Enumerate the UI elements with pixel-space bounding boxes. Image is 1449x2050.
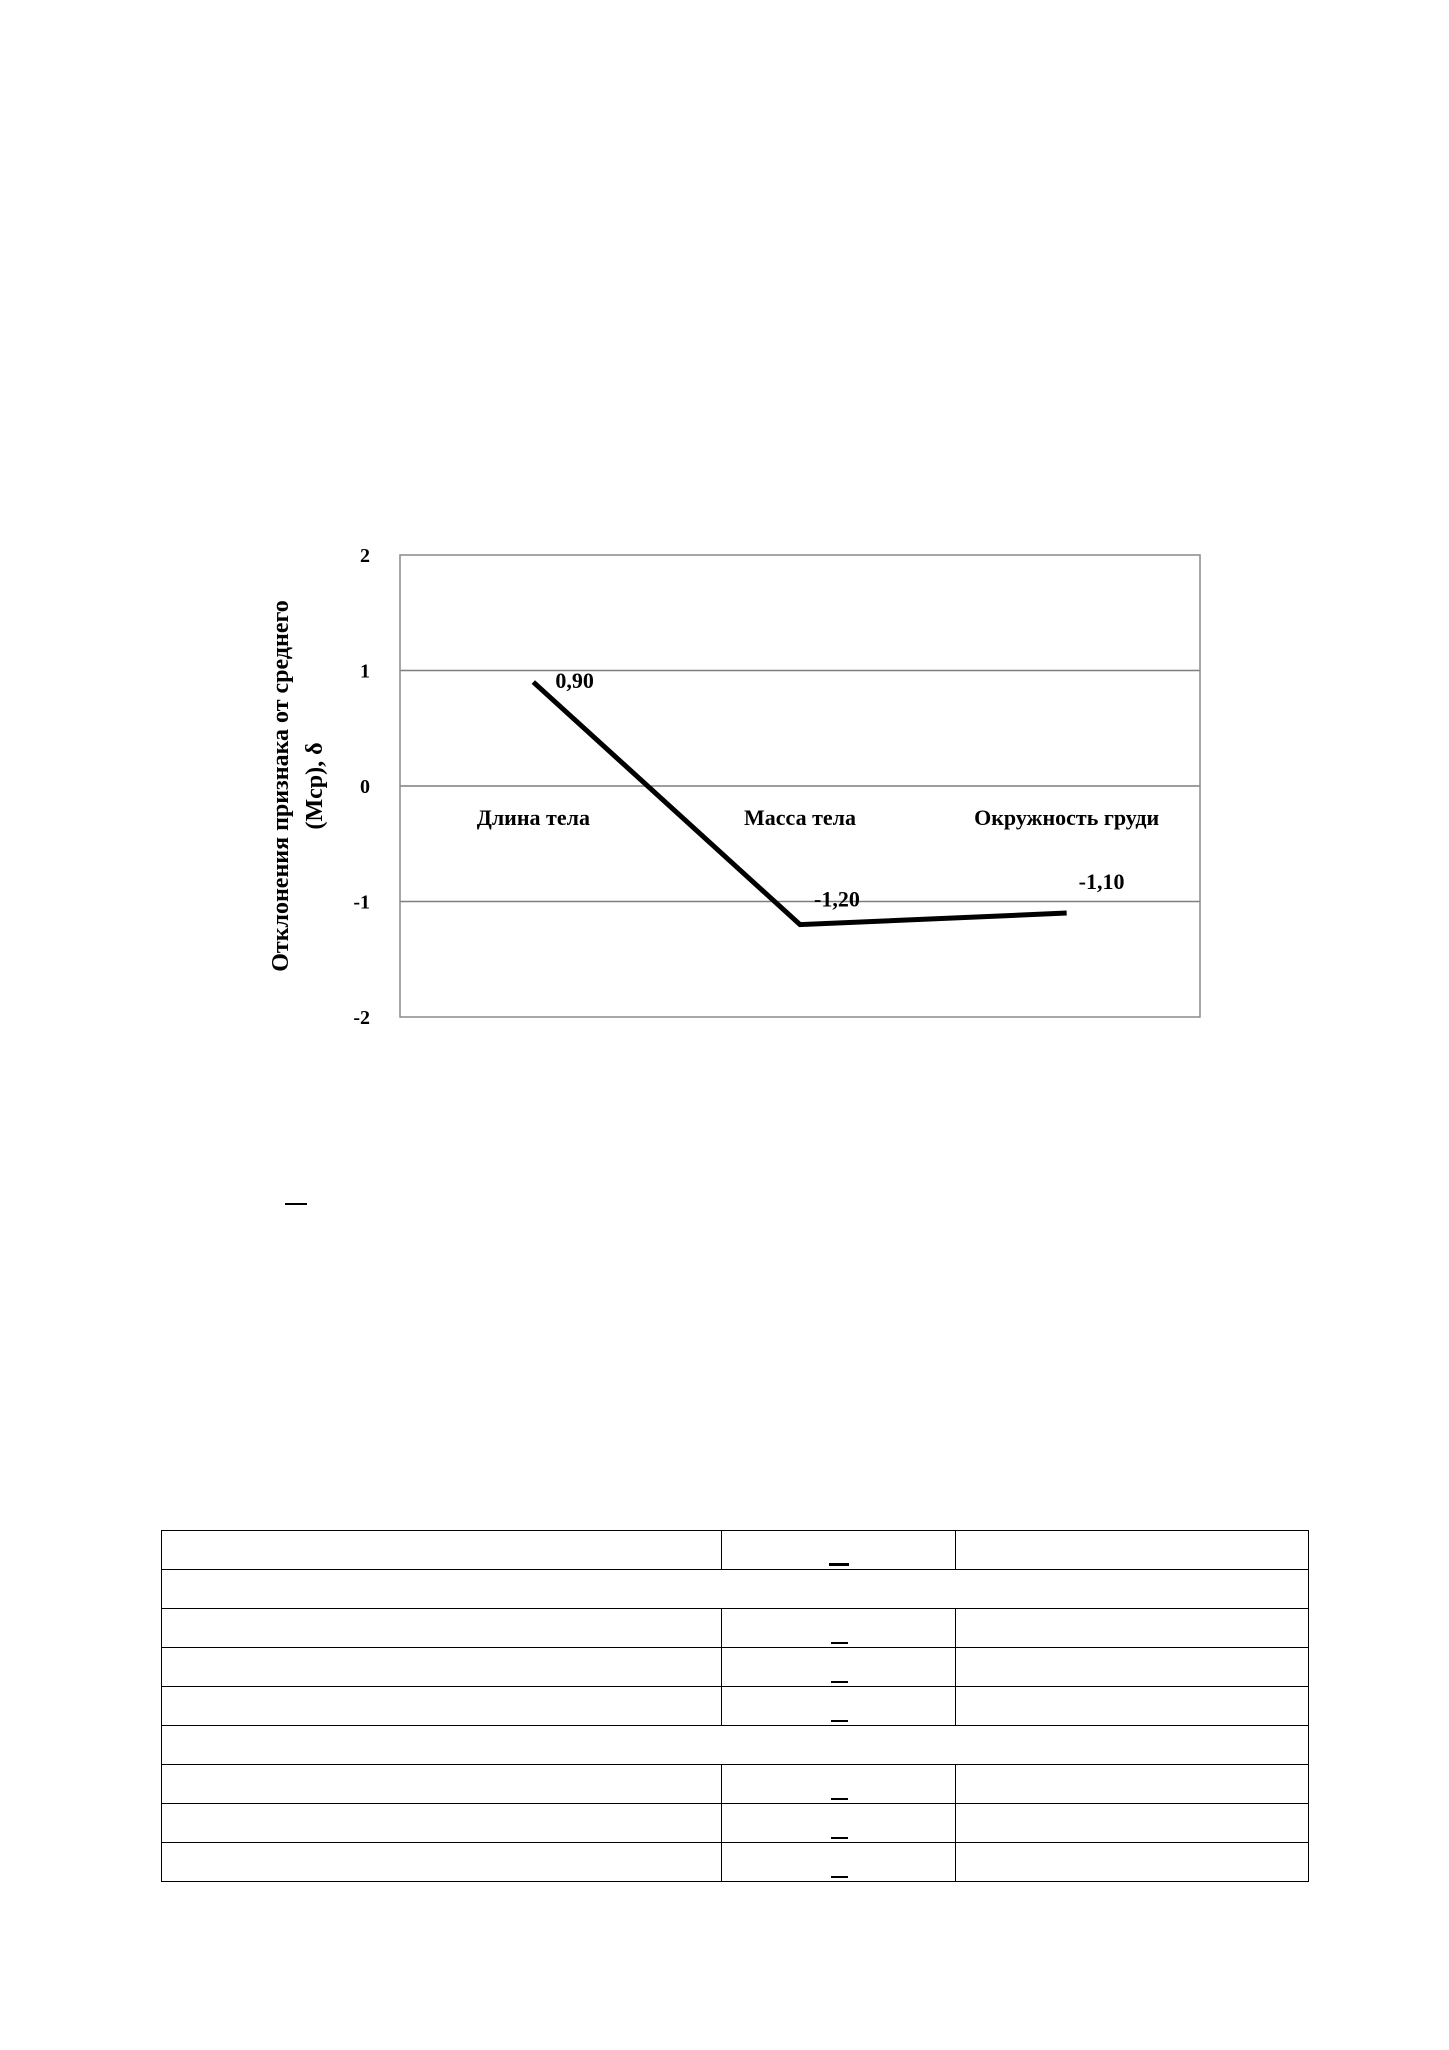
y-tick-label: -1	[353, 891, 370, 914]
dash-mark	[831, 1837, 848, 1839]
data-table	[161, 1530, 1309, 1882]
table-cell	[956, 1843, 1309, 1882]
table-cell	[956, 1609, 1309, 1648]
category-label: Масса тела	[744, 805, 856, 830]
dash-mark	[831, 1642, 848, 1644]
table-cell	[722, 1765, 956, 1804]
table-row	[162, 1609, 1309, 1648]
table-row	[162, 1648, 1309, 1687]
table-row	[162, 1804, 1309, 1843]
table-cell	[956, 1531, 1309, 1570]
data-label: -1,20	[814, 886, 860, 912]
y-tick-label: 1	[360, 660, 370, 683]
category-label: Окружность груди	[974, 805, 1160, 830]
table-cell	[162, 1648, 722, 1687]
table-cell	[722, 1648, 956, 1687]
data-label: -1,10	[1078, 869, 1125, 895]
table-section-row	[162, 1726, 1309, 1765]
y-axis-label-line-1: Отклонения признака от среднего	[268, 600, 294, 972]
section-cell	[162, 1726, 1309, 1765]
table-row	[162, 1843, 1309, 1882]
table-cell	[722, 1804, 956, 1843]
dash-mark	[829, 1563, 849, 1566]
table-cell	[956, 1687, 1309, 1726]
table-cell	[162, 1609, 722, 1648]
dash-mark	[831, 1876, 848, 1878]
data-label: 0,90	[555, 668, 594, 694]
category-label: Длина тела	[476, 805, 590, 830]
table-cell	[162, 1765, 722, 1804]
y-tick-label: 0	[360, 776, 370, 798]
y-axis-label-line-2: (Mср), δ	[302, 742, 328, 830]
y-tick-label: 2	[360, 545, 370, 567]
dash-mark	[831, 1798, 848, 1800]
table-cell	[956, 1804, 1309, 1843]
table-cell	[162, 1843, 722, 1882]
series-line	[533, 682, 1066, 925]
table-cell	[162, 1687, 722, 1726]
table-section-row	[162, 1570, 1309, 1609]
table-row	[162, 1687, 1309, 1726]
table-row	[162, 1531, 1309, 1570]
dash-mark	[831, 1681, 848, 1683]
section-cell	[162, 1570, 1309, 1609]
table-cell	[722, 1687, 956, 1726]
table-cell	[722, 1609, 956, 1648]
table-cell	[956, 1765, 1309, 1804]
table-cell	[722, 1531, 956, 1570]
y-tick-label: -2	[353, 1007, 370, 1029]
table-cell	[722, 1843, 956, 1882]
dash-mark	[831, 1720, 848, 1722]
table-row	[162, 1765, 1309, 1804]
stray-dash-mark	[285, 1203, 307, 1205]
table-cell	[162, 1804, 722, 1843]
table-cell	[956, 1648, 1309, 1687]
table-cell	[162, 1531, 722, 1570]
